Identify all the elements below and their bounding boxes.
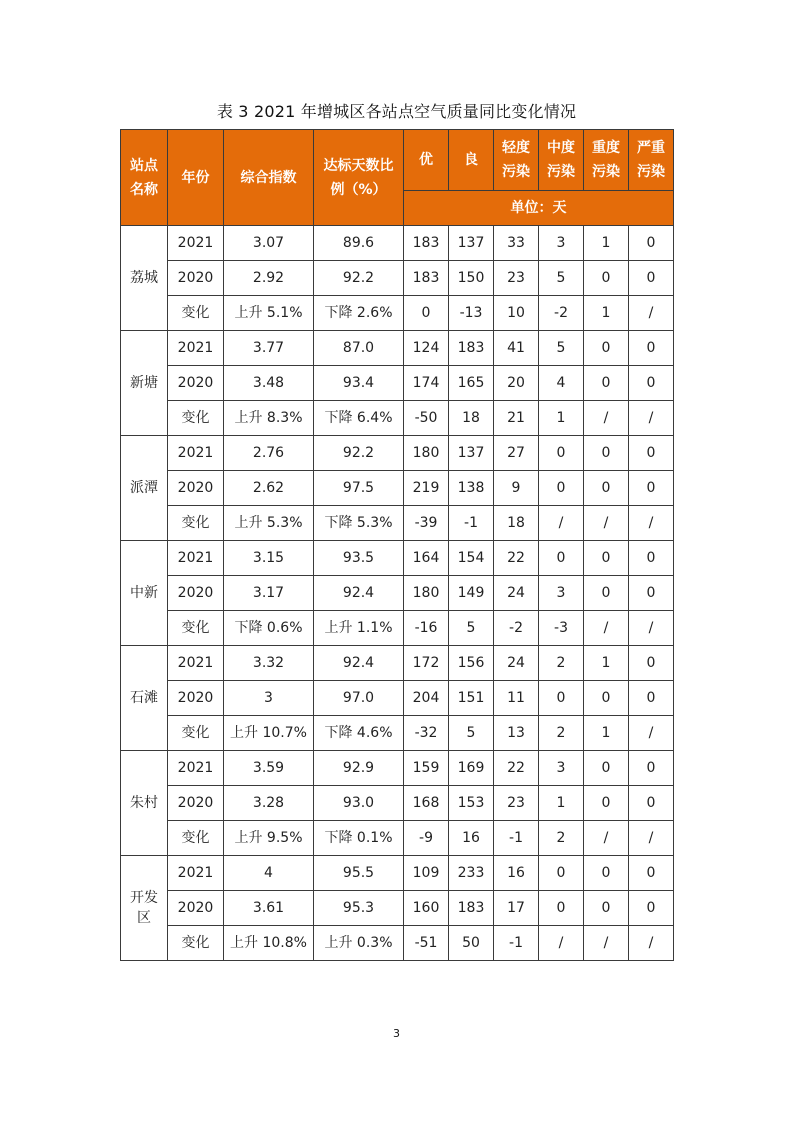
moderate-pollution-cell: 2 (539, 821, 584, 856)
composite-index-cell: 3.28 (224, 786, 314, 821)
excellent-cell: 183 (404, 261, 449, 296)
heavy-pollution-cell: 0 (584, 681, 629, 716)
severe-pollution-cell: / (629, 401, 674, 436)
moderate-pollution-cell: -2 (539, 296, 584, 331)
heavy-pollution-cell: / (584, 926, 629, 961)
station-name-cell: 荔城 (121, 226, 168, 331)
table-row (121, 611, 674, 646)
excellent-cell: 159 (404, 751, 449, 786)
compliance-ratio-cell: 下降 2.6% (314, 296, 404, 331)
table-body (121, 226, 674, 961)
heavy-pollution-cell: 0 (584, 261, 629, 296)
year-cell: 变化 (168, 821, 224, 856)
moderate-pollution-cell: 1 (539, 786, 584, 821)
compliance-ratio-cell: 92.2 (314, 261, 404, 296)
excellent-cell: -51 (404, 926, 449, 961)
heavy-pollution-cell: 1 (584, 716, 629, 751)
compliance-ratio-cell: 下降 5.3% (314, 506, 404, 541)
light-pollution-cell: 9 (494, 471, 539, 506)
excellent-cell: 180 (404, 436, 449, 471)
moderate-pollution-cell: 4 (539, 366, 584, 401)
heavy-pollution-cell: 0 (584, 366, 629, 401)
composite-index-cell: 3.15 (224, 541, 314, 576)
moderate-pollution-cell: 3 (539, 751, 584, 786)
table-row (121, 716, 674, 751)
heavy-pollution-cell: 0 (584, 856, 629, 891)
composite-index-cell: 3.77 (224, 331, 314, 366)
composite-index-cell: 3 (224, 681, 314, 716)
composite-index-cell: 2.76 (224, 436, 314, 471)
year-cell: 2021 (168, 646, 224, 681)
heavy-pollution-cell: / (584, 401, 629, 436)
severe-pollution-cell: / (629, 296, 674, 331)
good-cell: 50 (449, 926, 494, 961)
year-cell: 2020 (168, 576, 224, 611)
severe-pollution-cell: 0 (629, 366, 674, 401)
severe-pollution-cell: 0 (629, 681, 674, 716)
table-row (121, 296, 674, 331)
heavy-pollution-cell: 0 (584, 541, 629, 576)
table-row (121, 226, 674, 261)
header-excellent: 优 (404, 130, 449, 191)
moderate-pollution-cell: 0 (539, 891, 584, 926)
header-good: 良 (449, 130, 494, 191)
severe-pollution-cell: 0 (629, 856, 674, 891)
composite-index-cell: 上升 5.1% (224, 296, 314, 331)
year-cell: 2020 (168, 261, 224, 296)
compliance-ratio-cell: 92.9 (314, 751, 404, 786)
table-row (121, 436, 674, 471)
compliance-ratio-cell: 93.5 (314, 541, 404, 576)
year-cell: 2020 (168, 471, 224, 506)
severe-pollution-cell: / (629, 926, 674, 961)
excellent-cell: 124 (404, 331, 449, 366)
year-cell: 2021 (168, 436, 224, 471)
table-row (121, 541, 674, 576)
composite-index-cell: 上升 8.3% (224, 401, 314, 436)
table-row (121, 786, 674, 821)
table-row (121, 751, 674, 786)
year-cell: 变化 (168, 506, 224, 541)
year-cell: 2020 (168, 786, 224, 821)
moderate-pollution-cell: / (539, 506, 584, 541)
moderate-pollution-cell: 2 (539, 646, 584, 681)
excellent-cell: 180 (404, 576, 449, 611)
good-cell: 169 (449, 751, 494, 786)
good-cell: 138 (449, 471, 494, 506)
good-cell: 5 (449, 611, 494, 646)
moderate-pollution-cell: 3 (539, 576, 584, 611)
composite-index-cell: 上升 5.3% (224, 506, 314, 541)
light-pollution-cell: -1 (494, 821, 539, 856)
light-pollution-cell: 27 (494, 436, 539, 471)
good-cell: 233 (449, 856, 494, 891)
table-row (121, 576, 674, 611)
severe-pollution-cell: 0 (629, 331, 674, 366)
excellent-cell: 0 (404, 296, 449, 331)
header-severe-pollution: 严重 污染 (629, 130, 674, 191)
moderate-pollution-cell: 5 (539, 261, 584, 296)
header-moderate-pollution: 中度 污染 (539, 130, 584, 191)
severe-pollution-cell: / (629, 821, 674, 856)
station-name-cell: 石滩 (121, 646, 168, 751)
compliance-ratio-cell: 97.5 (314, 471, 404, 506)
compliance-ratio-cell: 上升 1.1% (314, 611, 404, 646)
severe-pollution-cell: 0 (629, 751, 674, 786)
compliance-ratio-cell: 92.2 (314, 436, 404, 471)
heavy-pollution-cell: 1 (584, 296, 629, 331)
compliance-ratio-cell: 93.4 (314, 366, 404, 401)
severe-pollution-cell: 0 (629, 471, 674, 506)
excellent-cell: 168 (404, 786, 449, 821)
severe-pollution-cell: 0 (629, 261, 674, 296)
excellent-cell: -39 (404, 506, 449, 541)
header-year: 年份 (168, 130, 224, 226)
light-pollution-cell: 21 (494, 401, 539, 436)
composite-index-cell: 上升 10.8% (224, 926, 314, 961)
compliance-ratio-cell: 92.4 (314, 576, 404, 611)
year-cell: 2020 (168, 366, 224, 401)
heavy-pollution-cell: 0 (584, 751, 629, 786)
severe-pollution-cell: / (629, 611, 674, 646)
severe-pollution-cell: 0 (629, 891, 674, 926)
header-unit: 单位：天 (404, 191, 674, 226)
excellent-cell: 109 (404, 856, 449, 891)
year-cell: 变化 (168, 296, 224, 331)
compliance-ratio-cell: 87.0 (314, 331, 404, 366)
year-cell: 变化 (168, 611, 224, 646)
composite-index-cell: 3.61 (224, 891, 314, 926)
composite-index-cell: 4 (224, 856, 314, 891)
good-cell: -1 (449, 506, 494, 541)
page-number: 3 (393, 1027, 400, 1040)
compliance-ratio-cell: 下降 0.1% (314, 821, 404, 856)
moderate-pollution-cell: / (539, 926, 584, 961)
moderate-pollution-cell: 0 (539, 681, 584, 716)
year-cell: 2021 (168, 541, 224, 576)
excellent-cell: -9 (404, 821, 449, 856)
excellent-cell: 172 (404, 646, 449, 681)
table-row (121, 891, 674, 926)
moderate-pollution-cell: 5 (539, 331, 584, 366)
moderate-pollution-cell: -3 (539, 611, 584, 646)
header-light-pollution: 轻度 污染 (494, 130, 539, 191)
light-pollution-cell: 24 (494, 576, 539, 611)
compliance-ratio-cell: 93.0 (314, 786, 404, 821)
moderate-pollution-cell: 0 (539, 856, 584, 891)
excellent-cell: 164 (404, 541, 449, 576)
year-cell: 2021 (168, 856, 224, 891)
table-row (121, 856, 674, 891)
excellent-cell: 174 (404, 366, 449, 401)
heavy-pollution-cell: 0 (584, 331, 629, 366)
compliance-ratio-cell: 95.3 (314, 891, 404, 926)
good-cell: 183 (449, 331, 494, 366)
composite-index-cell: 上升 10.7% (224, 716, 314, 751)
moderate-pollution-cell: 2 (539, 716, 584, 751)
severe-pollution-cell: 0 (629, 786, 674, 821)
compliance-ratio-cell: 92.4 (314, 646, 404, 681)
moderate-pollution-cell: 0 (539, 436, 584, 471)
good-cell: -13 (449, 296, 494, 331)
light-pollution-cell: 23 (494, 786, 539, 821)
excellent-cell: -16 (404, 611, 449, 646)
light-pollution-cell: 24 (494, 646, 539, 681)
table-row (121, 506, 674, 541)
year-cell: 变化 (168, 401, 224, 436)
moderate-pollution-cell: 1 (539, 401, 584, 436)
severe-pollution-cell: 0 (629, 646, 674, 681)
heavy-pollution-cell: 1 (584, 226, 629, 261)
header-station-name: 站点 名称 (121, 130, 168, 226)
station-name-cell: 派潭 (121, 436, 168, 541)
header-heavy-pollution: 重度 污染 (584, 130, 629, 191)
moderate-pollution-cell: 3 (539, 226, 584, 261)
table-row (121, 646, 674, 681)
good-cell: 153 (449, 786, 494, 821)
good-cell: 16 (449, 821, 494, 856)
moderate-pollution-cell: 0 (539, 471, 584, 506)
heavy-pollution-cell: 1 (584, 646, 629, 681)
header-compliance-ratio: 达标天数比 例（%） (314, 130, 404, 226)
heavy-pollution-cell: / (584, 506, 629, 541)
severe-pollution-cell: 0 (629, 436, 674, 471)
air-quality-table (120, 129, 674, 961)
header-composite-index: 综合指数 (224, 130, 314, 226)
year-cell: 2021 (168, 331, 224, 366)
table-row (121, 926, 674, 961)
composite-index-cell: 下降 0.6% (224, 611, 314, 646)
severe-pollution-cell: 0 (629, 576, 674, 611)
year-cell: 2021 (168, 751, 224, 786)
light-pollution-cell: 33 (494, 226, 539, 261)
heavy-pollution-cell: 0 (584, 576, 629, 611)
year-cell: 2020 (168, 681, 224, 716)
station-name-cell: 新塘 (121, 331, 168, 436)
composite-index-cell: 3.17 (224, 576, 314, 611)
heavy-pollution-cell: 0 (584, 891, 629, 926)
excellent-cell: -50 (404, 401, 449, 436)
composite-index-cell: 2.62 (224, 471, 314, 506)
excellent-cell: -32 (404, 716, 449, 751)
composite-index-cell: 3.59 (224, 751, 314, 786)
good-cell: 5 (449, 716, 494, 751)
light-pollution-cell: 11 (494, 681, 539, 716)
table-row (121, 471, 674, 506)
compliance-ratio-cell: 下降 4.6% (314, 716, 404, 751)
table-row (121, 261, 674, 296)
excellent-cell: 204 (404, 681, 449, 716)
table-row (121, 821, 674, 856)
light-pollution-cell: 10 (494, 296, 539, 331)
compliance-ratio-cell: 95.5 (314, 856, 404, 891)
heavy-pollution-cell: / (584, 611, 629, 646)
light-pollution-cell: 22 (494, 751, 539, 786)
year-cell: 2021 (168, 226, 224, 261)
composite-index-cell: 3.32 (224, 646, 314, 681)
good-cell: 183 (449, 891, 494, 926)
excellent-cell: 183 (404, 226, 449, 261)
heavy-pollution-cell: 0 (584, 471, 629, 506)
table-row (121, 681, 674, 716)
table-row (121, 401, 674, 436)
year-cell: 变化 (168, 926, 224, 961)
severe-pollution-cell: / (629, 506, 674, 541)
light-pollution-cell: 17 (494, 891, 539, 926)
severe-pollution-cell: 0 (629, 226, 674, 261)
station-name-cell: 中新 (121, 541, 168, 646)
composite-index-cell: 3.48 (224, 366, 314, 401)
year-cell: 变化 (168, 716, 224, 751)
composite-index-cell: 2.92 (224, 261, 314, 296)
year-cell: 2020 (168, 891, 224, 926)
composite-index-cell: 上升 9.5% (224, 821, 314, 856)
heavy-pollution-cell: 0 (584, 786, 629, 821)
compliance-ratio-cell: 97.0 (314, 681, 404, 716)
light-pollution-cell: 13 (494, 716, 539, 751)
light-pollution-cell: -1 (494, 926, 539, 961)
table-row (121, 366, 674, 401)
light-pollution-cell: -2 (494, 611, 539, 646)
heavy-pollution-cell: / (584, 821, 629, 856)
excellent-cell: 160 (404, 891, 449, 926)
light-pollution-cell: 20 (494, 366, 539, 401)
composite-index-cell: 3.07 (224, 226, 314, 261)
table-header (121, 130, 674, 226)
severe-pollution-cell: 0 (629, 541, 674, 576)
good-cell: 156 (449, 646, 494, 681)
compliance-ratio-cell: 下降 6.4% (314, 401, 404, 436)
compliance-ratio-cell: 89.6 (314, 226, 404, 261)
excellent-cell: 219 (404, 471, 449, 506)
table-caption: 表 3 2021 年增城区各站点空气质量同比变化情况 (216, 102, 577, 121)
light-pollution-cell: 16 (494, 856, 539, 891)
compliance-ratio-cell: 上升 0.3% (314, 926, 404, 961)
good-cell: 149 (449, 576, 494, 611)
moderate-pollution-cell: 0 (539, 541, 584, 576)
severe-pollution-cell: / (629, 716, 674, 751)
station-name-cell: 开发 区 (121, 856, 168, 961)
good-cell: 150 (449, 261, 494, 296)
good-cell: 151 (449, 681, 494, 716)
heavy-pollution-cell: 0 (584, 436, 629, 471)
light-pollution-cell: 23 (494, 261, 539, 296)
light-pollution-cell: 22 (494, 541, 539, 576)
table-row (121, 331, 674, 366)
good-cell: 137 (449, 436, 494, 471)
good-cell: 18 (449, 401, 494, 436)
station-name-cell: 朱村 (121, 751, 168, 856)
good-cell: 165 (449, 366, 494, 401)
good-cell: 154 (449, 541, 494, 576)
good-cell: 137 (449, 226, 494, 261)
light-pollution-cell: 18 (494, 506, 539, 541)
light-pollution-cell: 41 (494, 331, 539, 366)
